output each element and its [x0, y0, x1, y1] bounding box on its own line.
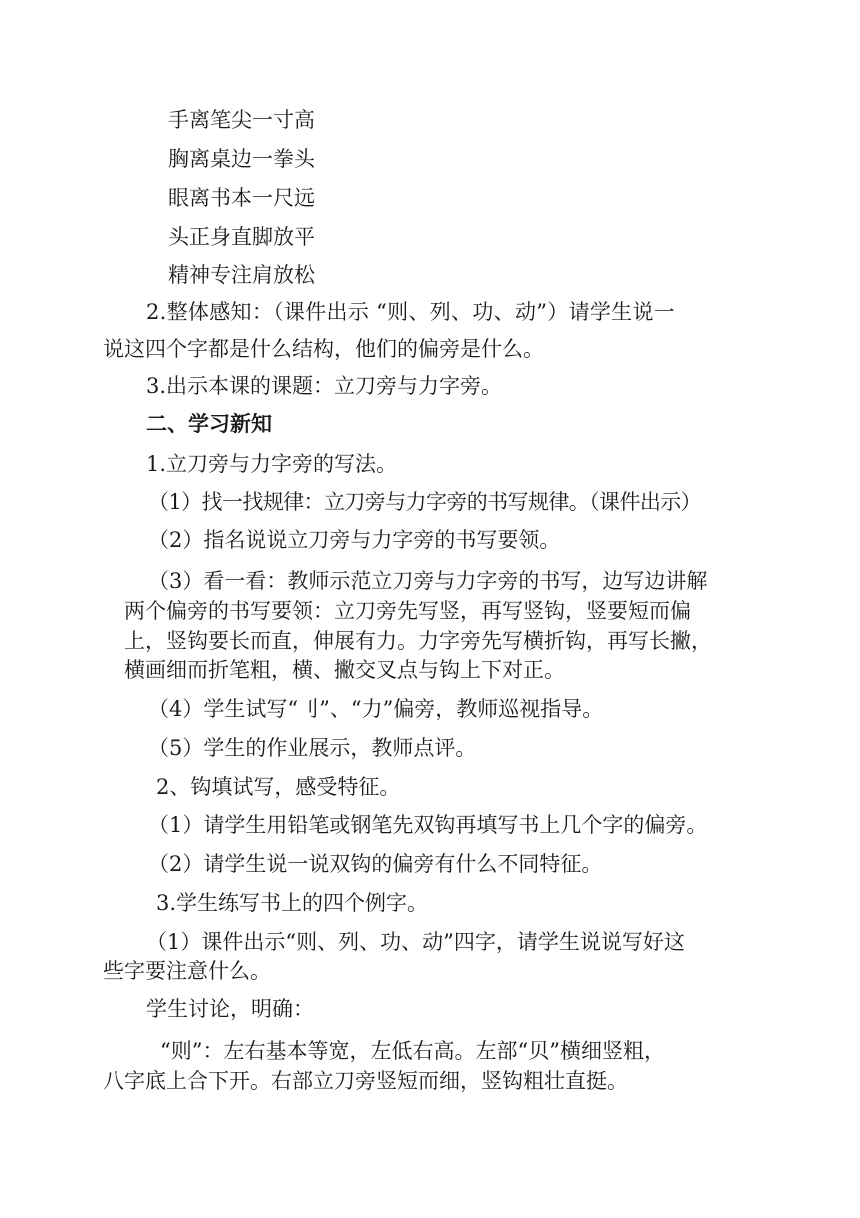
text-line: 头正身直脚放平 [168, 225, 315, 249]
text-line: （1）课件出示“则、列、功、动”四字，请学生说说写好这 [146, 930, 685, 954]
text-line: （1）请学生用铅笔或钢笔先双钩再填写书上几个字的偏旁。 [148, 813, 708, 837]
text-line: 横画细而折笔粗，横、撇交叉点与钩上下对正。 [124, 658, 565, 682]
text-line: 3.学生练写书上的四个例字。 [156, 891, 429, 915]
text-line: （3）看一看：教师示范立刀旁与力字旁的书写，边写边讲解 [148, 569, 708, 593]
text-line: 两个偏旁的书写要领：立刀旁先写竖，再写竖钩，竖要短而偏 [124, 599, 691, 623]
text-line: 胸离桌边一拳头 [168, 147, 315, 171]
text-line: “则”：左右基本等宽，左低右高。左部“贝”横细竖粗， [160, 1039, 665, 1063]
text-line: 说这四个字都是什么结构，他们的偏旁是什么。 [103, 337, 544, 361]
text-line: （4）学生试写“刂”、“力”偏旁，教师巡视指导。 [148, 697, 604, 721]
text-line: 手离笔尖一寸高 [168, 108, 315, 132]
text-line: （1）找一找规律：立刀旁与力字旁的书写规律。（课件出示） [148, 490, 702, 514]
section-heading: 二、学习新知 [146, 412, 272, 436]
text-line: 2、钩填试写，感受特征。 [156, 775, 401, 799]
text-line: 精神专注肩放松 [168, 263, 315, 287]
text-line: 2.整体感知：（课件出示 “则、列、功、动”）请学生说一 [146, 300, 676, 324]
text-line: 学生讨论，明确： [146, 997, 314, 1021]
text-line: （5）学生的作业展示，教师点评。 [148, 736, 477, 760]
text-line: 上，竖钩要长而直，伸展有力。力字旁先写横折钩，再写长撇， [124, 629, 712, 653]
text-line: 八字底上合下开。右部立刀旁竖短而细，竖钩粗壮直挺。 [103, 1069, 628, 1093]
text-line: 眼离书本一尺远 [168, 186, 315, 210]
text-line: 3.出示本课的课题：立刀旁与力字旁。 [146, 374, 503, 398]
text-line: （2）指名说说立刀旁与力字旁的书写要领。 [148, 528, 561, 552]
text-line: 些字要注意什么。 [103, 959, 271, 983]
text-line: 1.立刀旁与力字旁的写法。 [146, 452, 398, 476]
text-line: （2）请学生说一说双钩的偏旁有什么不同特征。 [148, 852, 603, 876]
